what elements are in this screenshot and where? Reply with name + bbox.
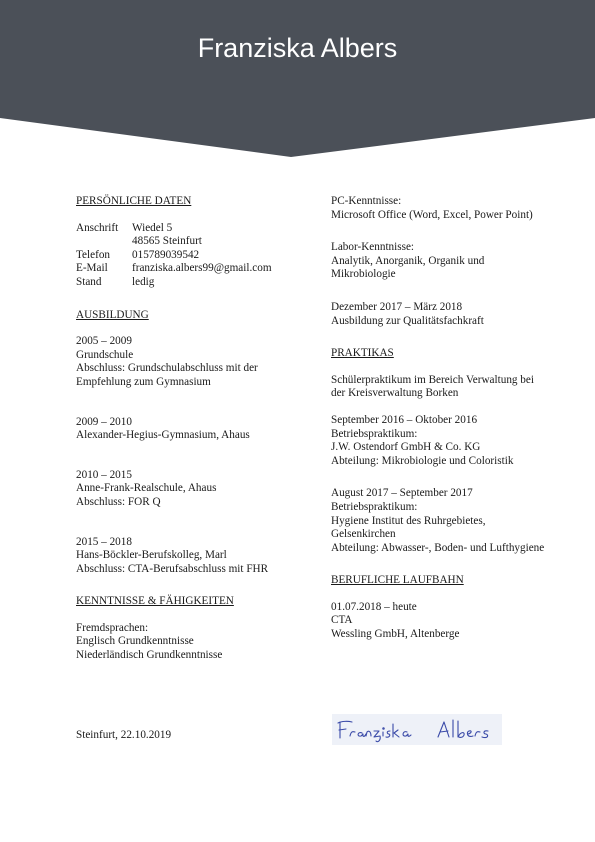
entry-period: August 2017 – September 2017: [331, 487, 473, 500]
field-label: E-Mail: [76, 262, 108, 275]
career-position: CTA: [331, 614, 353, 627]
field-value: Wiedel 5: [132, 221, 173, 234]
header-banner: [0, 0, 595, 157]
page-title: Franziska Albers: [197, 33, 398, 63]
field-value: 48565 Steinfurt: [132, 235, 202, 248]
field-label: Anschrift: [76, 221, 119, 234]
left-column: [76, 195, 306, 663]
entry-period: 2015 – 2018: [76, 535, 132, 548]
entry-period: 2010 – 2015: [76, 468, 132, 481]
internship-intro: Schülerpraktikum im Bereich Verwaltung bei der Kreisverwaltung Borken: [331, 373, 534, 400]
entry-line: Hans-Böckler-Berufskolleg, Marl: [76, 549, 227, 562]
entry-line: Abschluss: FOR Q: [76, 495, 161, 508]
internship-entry: [331, 414, 551, 468]
signature-image: [332, 714, 502, 745]
section-heading-personal: PERSÖNLICHE DATEN: [76, 195, 192, 207]
training-period: Dezember 2017 – März 2018: [331, 300, 463, 313]
field-label: [76, 235, 132, 249]
entry-line: Betriebspraktikum:: [331, 500, 418, 513]
field-value: 015789039542: [132, 248, 200, 261]
entry-period: September 2016 – Oktober 2016: [331, 413, 478, 426]
entry-line: Grundschule: [76, 348, 134, 361]
entry-line: Betriebspraktikum:: [331, 427, 418, 440]
entry-line: Abteilung: Mikrobiologie und Coloristik: [331, 454, 514, 467]
education-entry: [76, 536, 306, 577]
personal-row: [76, 276, 306, 290]
field-label: Stand: [76, 275, 102, 288]
entry-line: Abschluss: CTA-Berufsabschluss mit FHR: [76, 562, 269, 575]
languages-label: Fremdsprachen:: [76, 621, 149, 634]
personal-row: [76, 235, 306, 249]
training-value: Ausbildung zur Qualitätsfachkraft: [331, 314, 484, 327]
education-entry: [76, 416, 306, 443]
entry-line: Alexander-Hegius-Gymnasium, Ahaus: [76, 429, 250, 442]
section-heading-skills: KENNTNISSE & FÄHIGKEITEN: [76, 595, 234, 608]
section-heading-career: BERUFLICHE LAUFBAHN: [331, 574, 464, 587]
entry-period: 2005 – 2009: [76, 335, 132, 348]
pc-skills-value: Microsoft Office (Word, Excel, Power Point): [331, 208, 533, 221]
entry-line: J.W. Ostendorf GmbH & Co. KG: [331, 441, 481, 454]
education-entry: [76, 469, 306, 510]
personal-row: [76, 249, 306, 263]
section-heading-education: AUSBILDUNG: [76, 308, 149, 321]
language-item: Niederländisch Grundkenntnisse: [76, 649, 223, 662]
entry-line: Anne-Frank-Realschule, Ahaus: [76, 482, 217, 495]
education-entry: [76, 335, 306, 389]
personal-row: [76, 222, 306, 236]
entry-line: Abteilung: Abwasser-, Boden- und Lufthygiene: [331, 541, 545, 554]
place-date: Steinfurt, 22.10.2019: [76, 729, 172, 741]
lab-skills-label: Labor-Kenntnisse:: [331, 241, 415, 254]
entry-period: 2009 – 2010: [76, 415, 132, 428]
field-value: franziska.albers99@gmail.com: [132, 262, 272, 275]
field-label: Telefon: [76, 248, 111, 261]
lab-skills-value: Analytik, Anorganik, Organik und Mikrobiologie: [331, 254, 485, 281]
personal-row: [76, 262, 306, 276]
personal-data-table: [76, 222, 306, 290]
section-heading-internships: PRAKTIKAS: [331, 347, 394, 360]
field-value: ledig: [132, 275, 155, 288]
entry-line: Hygiene Institut des Ruhrgebietes, Gelsenkirchen: [331, 514, 486, 541]
entry-line: Abschluss: Grundschulabschluss mit der Empfehlung zum Gymnasium: [76, 362, 258, 388]
internship-entry: [331, 487, 551, 555]
pc-skills-label: PC-Kenntnisse:: [331, 195, 402, 207]
career-company: Wessling GmbH, Altenberge: [331, 628, 460, 641]
right-column: [331, 195, 551, 642]
career-period: 01.07.2018 – heute: [331, 600, 417, 613]
language-item: Englisch Grundkenntnisse: [76, 635, 194, 648]
